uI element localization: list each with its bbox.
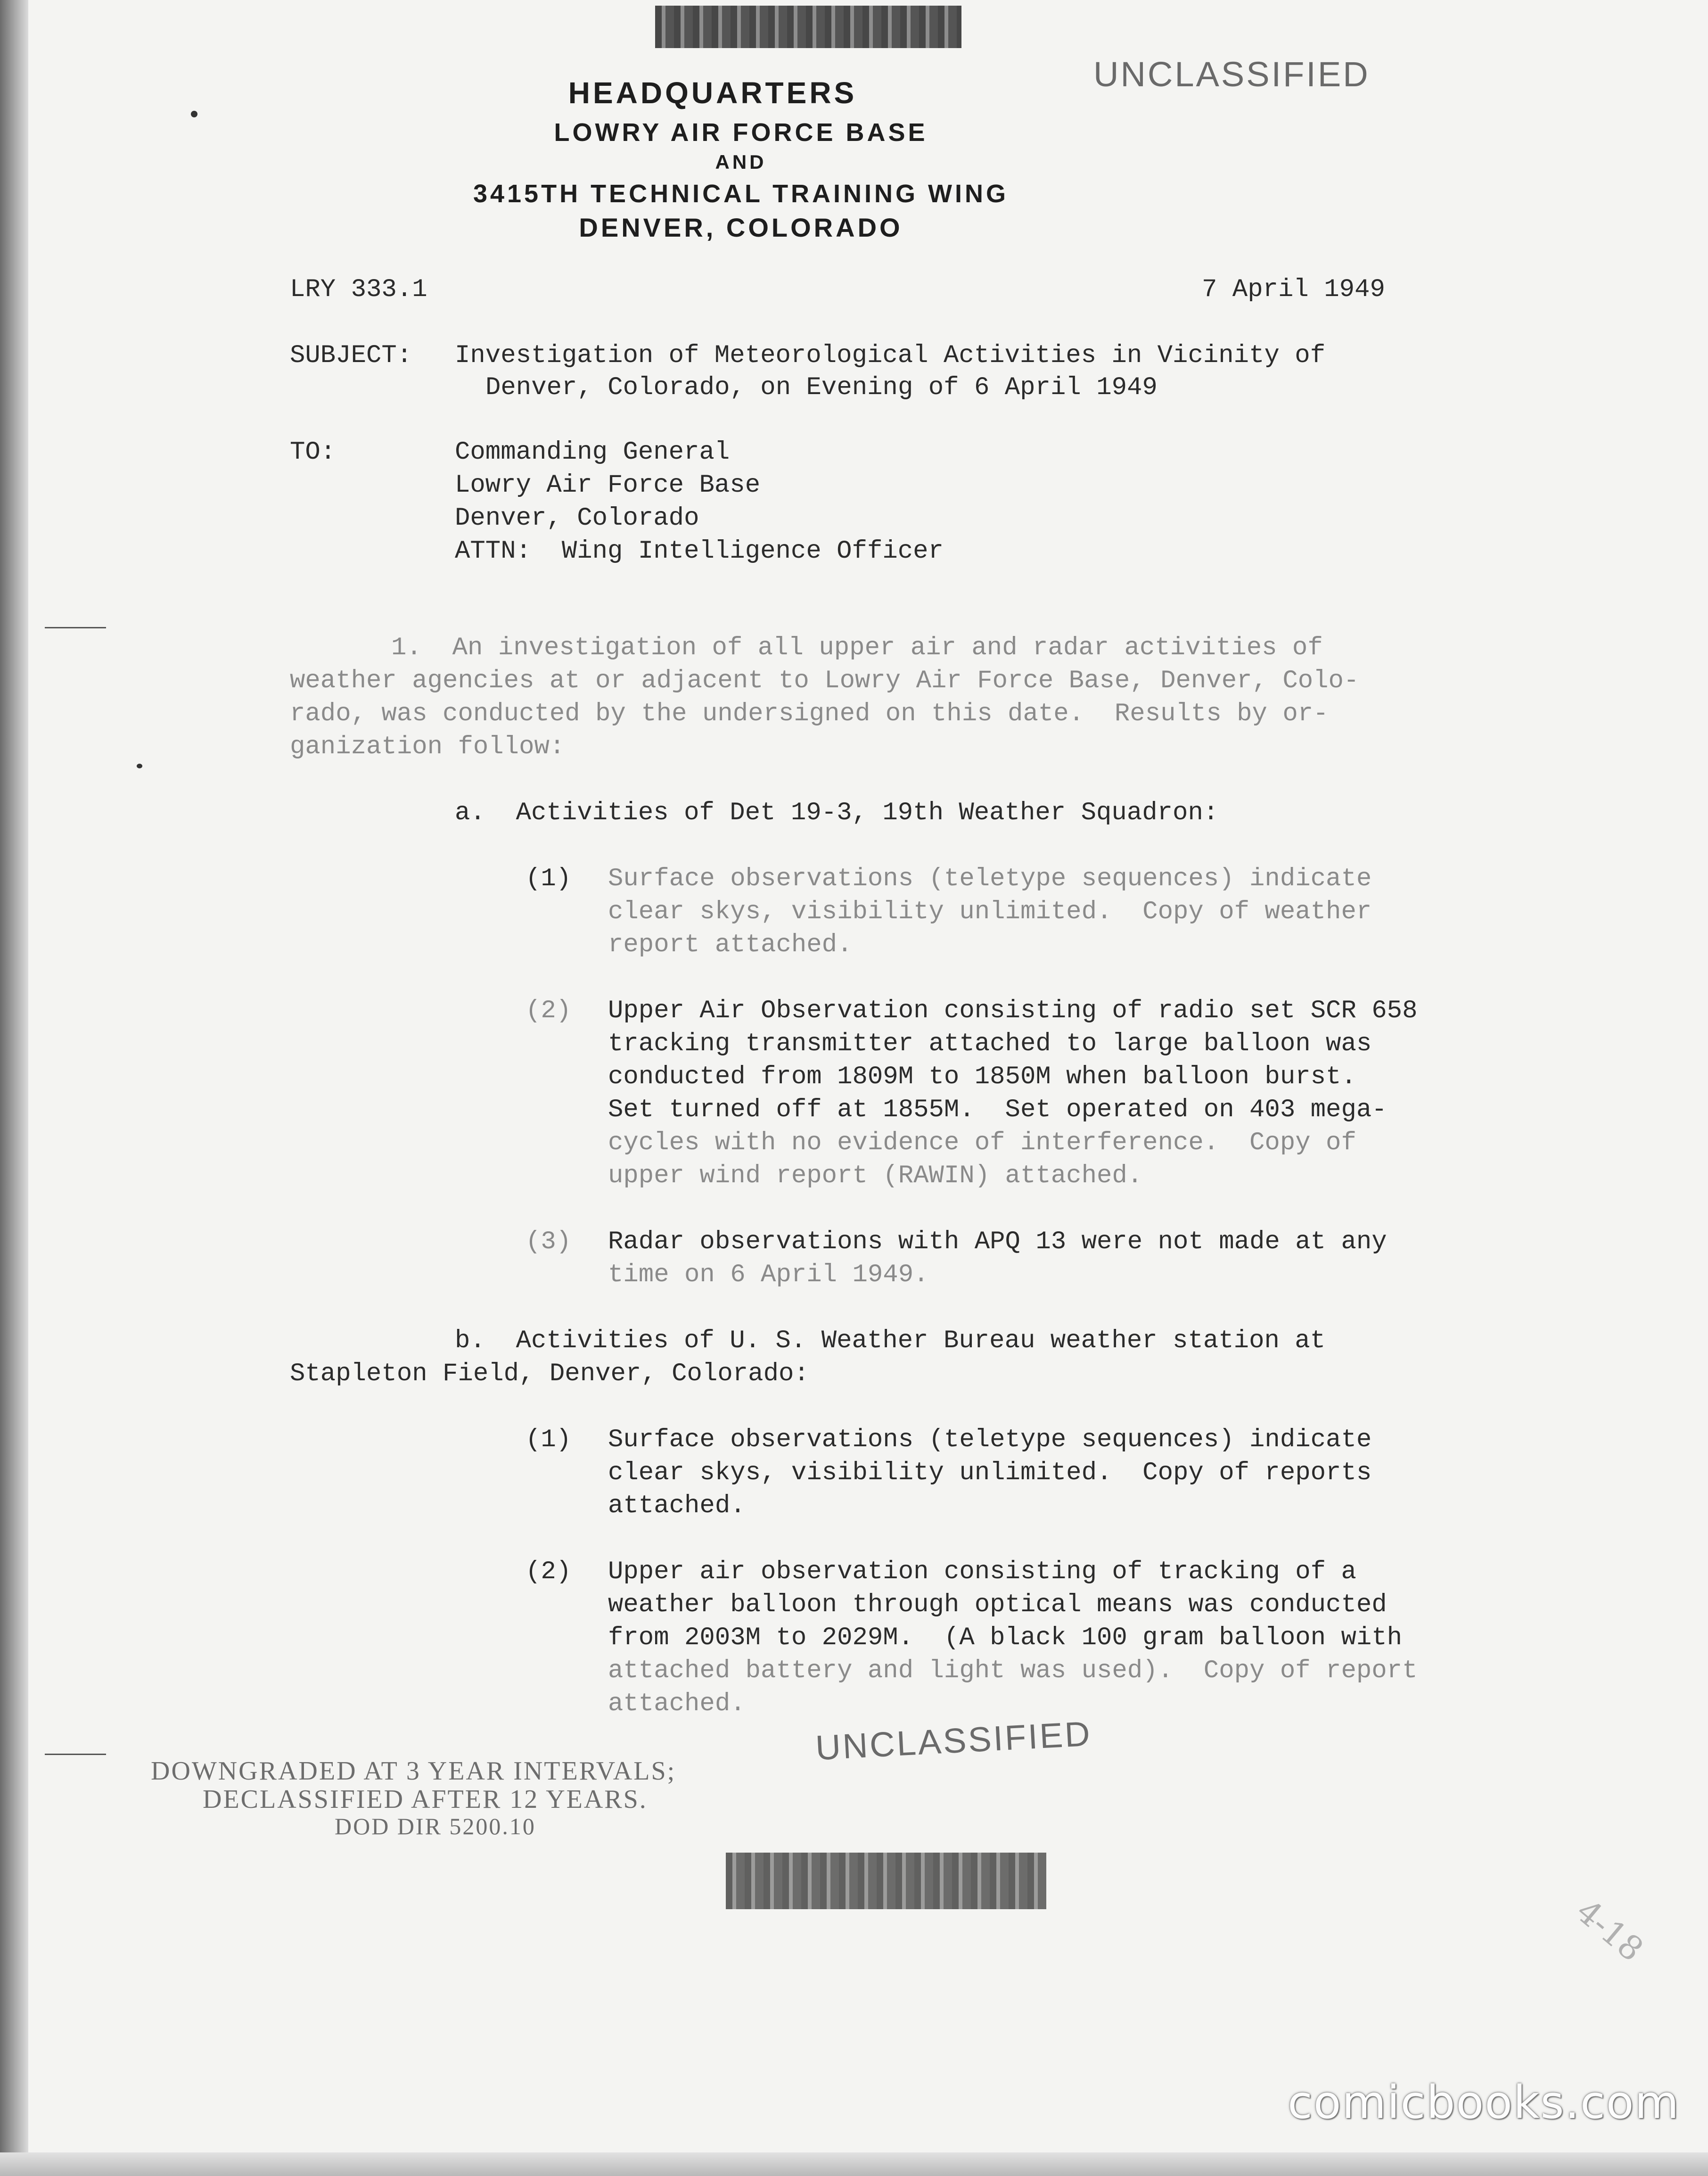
to-line: ATTN: Wing Intelligence Officer (455, 537, 944, 566)
downgrade-stamp-line: DOWNGRADED AT 3 YEAR INTERVALS; (151, 1756, 676, 1786)
paragraph-line: rado, was conducted by the undersigned on this date. Results by or- (290, 700, 1329, 728)
redacted-stamp-top (655, 6, 961, 48)
letterhead-headquarters: HEADQUARTERS (568, 76, 857, 110)
item-line: Set turned off at 1855M. Set operated on 403 mega- (608, 1096, 1387, 1124)
section-heading: a. Activities of Det 19-3, 19th Weather Squadron: (455, 799, 1219, 827)
scan-speck (137, 764, 142, 768)
item-line: attached. (608, 1690, 746, 1718)
to-line: Denver, Colorado (455, 504, 699, 533)
item-line: Upper Air Observation consisting of radio set SCR 658 (608, 997, 1418, 1025)
redacted-stamp-bottom (726, 1853, 1046, 1909)
item-number: (3) (526, 1228, 572, 1256)
item-line: from 2003M to 2029M. (A black 100 gram balloon with (608, 1624, 1403, 1652)
section-heading: Stapleton Field, Denver, Colorado: (290, 1360, 809, 1388)
paragraph-line: 1. An investigation of all upper air and radar activities of (391, 634, 1323, 662)
item-number: (1) (526, 865, 572, 893)
item-line: report attached. (608, 931, 853, 959)
subject-label: SUBJECT: (290, 341, 412, 370)
item-number: (2) (526, 1558, 572, 1586)
paragraph-line: weather agencies at or adjacent to Lowry Air Force Base, Denver, Colo- (290, 667, 1359, 695)
item-line: tracking transmitter attached to large balloon was (608, 1030, 1372, 1058)
memo-date: 7 April 1949 (1202, 275, 1385, 304)
item-line: time on 6 April 1949. (608, 1261, 929, 1289)
subject-line: Investigation of Meteorological Activities in Vicinity of (455, 341, 1326, 370)
item-line: clear skys, visibility unlimited. Copy of reports (608, 1459, 1372, 1487)
item-line: Surface observations (teletype sequences) indicate (608, 865, 1372, 893)
item-line: Upper air observation consisting of tracking of a (608, 1558, 1356, 1586)
item-line: Surface observations (teletype sequences) indicate (608, 1426, 1372, 1454)
subject-line: Denver, Colorado, on Evening of 6 April 1949 (485, 373, 1158, 402)
letterhead-base: LOWRY AIR FORCE BASE (554, 118, 928, 147)
item-number: (1) (526, 1426, 572, 1454)
scan-bottom-edge (0, 2152, 1708, 2176)
classification-stamp-top: UNCLASSIFIED (1093, 55, 1370, 94)
margin-tick (45, 627, 106, 628)
site-watermark: comicbooks.com (1287, 2076, 1680, 2129)
item-line: attached. (608, 1492, 746, 1520)
to-label: TO: (290, 438, 336, 467)
item-line: weather balloon through optical means was conducted (608, 1591, 1387, 1619)
classification-stamp-bottom: UNCLASSIFIED (814, 1714, 1093, 1768)
item-number: (2) (526, 997, 572, 1025)
letterhead-wing: 3415TH TECHNICAL TRAINING WING (473, 180, 1009, 208)
item-line: attached battery and light was used). Copy of report (608, 1657, 1418, 1685)
paragraph-line: ganization follow: (290, 733, 565, 761)
letterhead-and: AND (715, 151, 767, 173)
downgrade-stamp-line: DOD DIR 5200.10 (335, 1813, 536, 1839)
item-line: conducted from 1809M to 1850M when balloon burst. (608, 1063, 1356, 1091)
downgrade-stamp-line: DECLASSIFIED AFTER 12 YEARS. (203, 1785, 648, 1814)
scan-speck (191, 111, 197, 117)
letterhead-city: DENVER, COLORADO (579, 213, 903, 242)
to-line: Commanding General (455, 438, 730, 467)
file-reference: LRY 333.1 (290, 275, 427, 304)
item-line: Radar observations with APQ 13 were not made at any (608, 1228, 1387, 1256)
section-heading: b. Activities of U. S. Weather Bureau weather station at (455, 1327, 1326, 1355)
margin-tick (45, 1754, 106, 1755)
item-line: upper wind report (RAWIN) attached. (608, 1162, 1143, 1190)
item-line: cycles with no evidence of interference. Copy of (608, 1129, 1356, 1157)
item-line: clear skys, visibility unlimited. Copy of weather (608, 898, 1372, 926)
scan-left-edge (0, 0, 28, 2176)
margin-note: 4-18 (1568, 1892, 1651, 1969)
to-line: Lowry Air Force Base (455, 471, 761, 500)
